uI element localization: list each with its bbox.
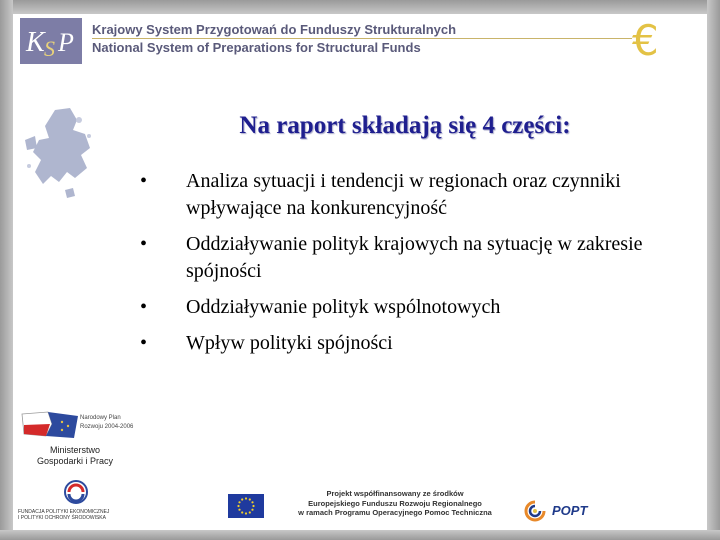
ministry-line-2: Gospodarki i Pracy bbox=[36, 456, 114, 466]
npr-label bbox=[80, 414, 133, 432]
eu-flag-icon bbox=[228, 494, 264, 518]
fund-line-2: I POLITYKI OCHRONY ŚRODOWISKA bbox=[18, 515, 106, 521]
project-line-3: w ramach Programu Operacyjnego Pomoc Techniczna bbox=[298, 508, 492, 517]
bullet-marker: • bbox=[140, 233, 148, 255]
euro-icon: € bbox=[632, 16, 659, 65]
frame-right bbox=[707, 0, 720, 540]
project-line-2: Europejskiego Funduszu Rozwoju Regionalnego bbox=[308, 498, 482, 508]
bullet-text: Oddziaływanie polityk krajowych na sytuację w zakresie spójności bbox=[186, 233, 643, 282]
bullet-list bbox=[140, 168, 660, 366]
npr-line-1: Narodowy Plan bbox=[80, 415, 121, 421]
list-item bbox=[140, 330, 660, 357]
bullet-marker: • bbox=[140, 296, 148, 318]
ministry-line-1: Ministerstwo bbox=[49, 445, 100, 455]
list-item bbox=[140, 168, 660, 222]
header-title-pl: Krajowy System Przygotowań do Funduszy Strukturalnych bbox=[92, 22, 457, 37]
bullet-text: Wpływ polityki spójności bbox=[186, 332, 393, 354]
poland-flag-icon bbox=[18, 410, 80, 440]
fund-logo-icon bbox=[64, 480, 88, 504]
list-item bbox=[140, 294, 660, 321]
header-title-en: National System of Preparations for Structural Funds bbox=[92, 40, 421, 55]
popt-logo-icon bbox=[524, 500, 546, 522]
svg-text:S: S bbox=[44, 36, 55, 61]
frame-left bbox=[0, 0, 13, 540]
frame-bottom bbox=[0, 530, 720, 540]
ministry-label bbox=[20, 445, 130, 467]
header-divider bbox=[92, 38, 632, 39]
project-line-1: Projekt współfinansowany ze środków bbox=[326, 489, 464, 498]
bullet-marker: • bbox=[140, 332, 148, 354]
ksp-logo-icon bbox=[20, 18, 82, 64]
popt-label: POPT bbox=[552, 503, 588, 518]
list-item bbox=[140, 231, 660, 285]
svg-text:K: K bbox=[26, 27, 45, 58]
bullet-marker: • bbox=[140, 170, 148, 192]
frame-top bbox=[0, 0, 720, 14]
project-funding-note bbox=[270, 489, 520, 518]
npr-line-2: Rozwoju 2004-2006 bbox=[80, 424, 134, 430]
slide-title: Na raport składają się 4 części: bbox=[239, 112, 571, 139]
bullet-text: Oddziaływanie polityk wspólnotowych bbox=[186, 296, 501, 318]
fund-label bbox=[18, 509, 109, 521]
svg-text:P: P bbox=[58, 28, 74, 57]
bullet-text: Analiza sytuacji i tendencji w regionach oraz czynniki wpływające na konkurencyjność bbox=[186, 170, 621, 219]
fund-line-1: FUNDACJA POLITYKI EKONOMICZNEJ bbox=[18, 509, 110, 515]
